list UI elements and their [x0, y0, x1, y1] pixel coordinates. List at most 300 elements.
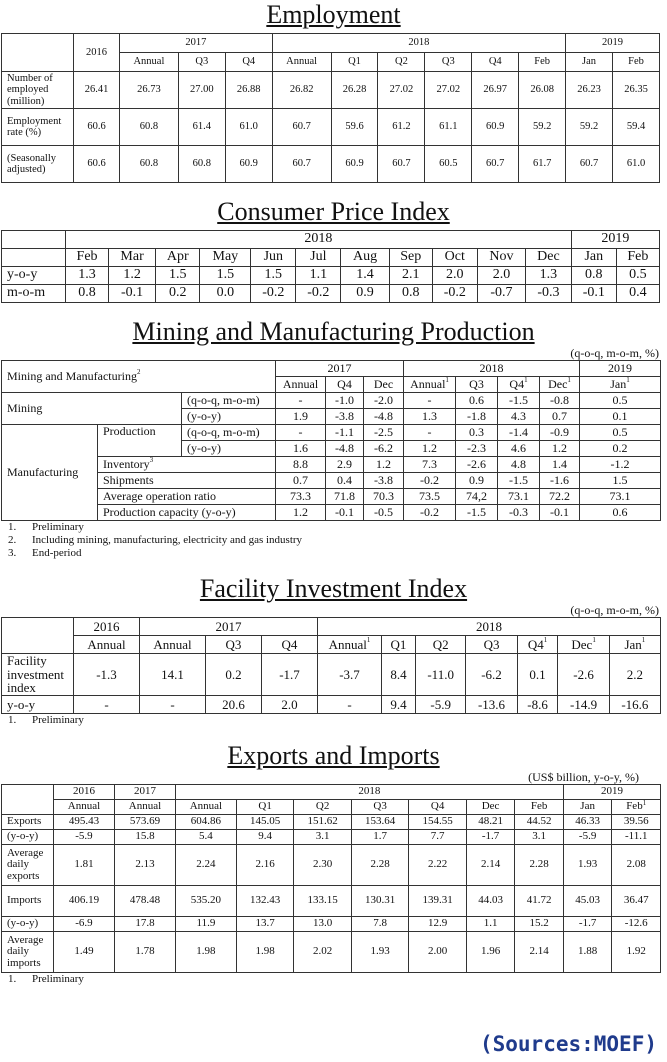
column-header: Annual — [114, 799, 175, 814]
cell: 1.7 — [351, 829, 408, 844]
table-row — [2, 489, 661, 505]
cell: -0.3 — [526, 285, 572, 303]
cell: 8.4 — [382, 654, 416, 696]
cell: 1.49 — [54, 931, 115, 972]
cell: -1.2 — [580, 457, 661, 473]
year-header: 2018 — [272, 34, 565, 53]
cell: 1.2 — [364, 457, 404, 473]
cell: 60.7 — [272, 146, 331, 183]
mm-title: Mining and Manufacturing Production — [132, 317, 535, 346]
cell: -1.5 — [498, 473, 540, 489]
corner-cell — [2, 231, 66, 249]
cell: 60.9 — [472, 109, 519, 146]
row-label: Average daily exports — [2, 844, 54, 885]
column-header: Q2 — [294, 799, 351, 814]
cell: 44.03 — [466, 885, 515, 916]
cell: 26.23 — [566, 72, 613, 109]
year-header: 2016 — [74, 34, 120, 72]
cell: 1.81 — [54, 844, 115, 885]
column-header: Annual — [74, 636, 140, 654]
cell: 60.8 — [178, 146, 225, 183]
footnote: 3. End-period — [8, 547, 82, 559]
cell: 0.5 — [616, 267, 659, 285]
cell: 478.48 — [114, 885, 175, 916]
cell: 2.30 — [294, 844, 351, 885]
cell: 1.96 — [466, 931, 515, 972]
cell: 71.8 — [326, 489, 364, 505]
cell: -0.2 — [432, 285, 477, 303]
employment-table — [1, 33, 660, 183]
row-label: Facility investment index — [2, 654, 74, 696]
column-header: Annual — [272, 53, 331, 72]
cell: 0.6 — [456, 393, 498, 409]
cell: 17.8 — [114, 916, 175, 931]
cell: 13.0 — [294, 916, 351, 931]
cell: 60.6 — [74, 146, 120, 183]
cell: 60.7 — [378, 146, 425, 183]
cell: -5.9 — [54, 829, 115, 844]
cell: -0.3 — [498, 505, 540, 521]
cell: -0.1 — [326, 505, 364, 521]
cell: 1.92 — [612, 931, 661, 972]
year-header: 2018 — [66, 231, 572, 249]
footnote: 1. Preliminary — [8, 713, 84, 726]
column-header: Annual — [175, 799, 236, 814]
cell: 0.7 — [540, 409, 580, 425]
cell: -16.6 — [609, 695, 660, 713]
cell: 2.9 — [326, 457, 364, 473]
cell: -14.9 — [558, 695, 609, 713]
cell: -3.7 — [318, 654, 382, 696]
table-row — [2, 72, 660, 109]
cpi-title: Consumer Price Index — [217, 197, 450, 226]
cell: 73.5 — [404, 489, 456, 505]
cell: -0.5 — [364, 505, 404, 521]
column-header: Q4 — [262, 636, 318, 654]
cell: 26.82 — [272, 72, 331, 109]
cell: 15.2 — [515, 916, 564, 931]
unit-label: (q-o-q, m-o-m, %) — [570, 603, 659, 617]
cell: 604.86 — [175, 814, 236, 829]
cell: 61.4 — [178, 109, 225, 146]
cell: -1.5 — [456, 505, 498, 521]
cell: 0.2 — [580, 441, 661, 457]
column-header: Annual — [140, 636, 206, 654]
cell: 73.3 — [276, 489, 326, 505]
column-header: Q1 — [382, 636, 416, 654]
column-header: Feb — [515, 799, 564, 814]
table-row — [2, 505, 661, 521]
year-header: 2018 — [318, 618, 661, 636]
cell: 0.3 — [456, 425, 498, 441]
cell: 26.08 — [519, 72, 566, 109]
row-sublabel: (y-o-y) — [182, 441, 276, 457]
row-label: Shipments — [98, 473, 276, 489]
cell: 59.6 — [331, 109, 378, 146]
cell: 2.16 — [236, 844, 293, 885]
footnote: 1. Preliminary — [8, 972, 84, 985]
cell: 4.3 — [498, 409, 540, 425]
cell: 4.8 — [498, 457, 540, 473]
column-header: Nov — [477, 249, 525, 267]
cell: -2.6 — [456, 457, 498, 473]
cell: 7.7 — [409, 829, 466, 844]
cell: -13.6 — [466, 695, 517, 713]
column-header: Jan — [566, 53, 613, 72]
year-header: 2017 — [276, 361, 404, 377]
cell: -0.9 — [540, 425, 580, 441]
column-header: Annual — [120, 53, 179, 72]
year-header: 2019 — [580, 361, 661, 377]
cell: 0.0 — [200, 285, 251, 303]
cell: 61.1 — [425, 109, 472, 146]
cell: -3.8 — [364, 473, 404, 489]
cell: 1.4 — [341, 267, 389, 285]
cell: -12.6 — [612, 916, 661, 931]
footnotes — [0, 714, 667, 727]
row-label: (y-o-y) — [2, 829, 54, 844]
cell: 60.7 — [272, 109, 331, 146]
column-header: Annual — [276, 377, 326, 393]
cell: 1.4 — [540, 457, 580, 473]
column-header: Jan$^1$ — [580, 377, 661, 393]
cell: -3.8 — [326, 409, 364, 425]
cell: 0.8 — [571, 267, 616, 285]
cell: 0.1 — [517, 654, 558, 696]
cell: 2.22 — [409, 844, 466, 885]
year-header: 2017 — [120, 34, 273, 53]
cell: 9.4 — [382, 695, 416, 713]
cell: 0.8 — [66, 285, 109, 303]
cell: 7.8 — [351, 916, 408, 931]
table-row — [2, 109, 660, 146]
cell: 2.00 — [409, 931, 466, 972]
cell: 59.2 — [519, 109, 566, 146]
cell: -0.1 — [540, 505, 580, 521]
row-sublabel: (q-o-q, m-o-m) — [182, 425, 276, 441]
cell: 2.28 — [351, 844, 408, 885]
column-header: Jan$^1$ — [609, 636, 660, 654]
cell: 15.8 — [114, 829, 175, 844]
corner-cell — [2, 34, 74, 72]
cell: -2.6 — [558, 654, 609, 696]
unit-label: (q-o-q, m-o-m, %) — [570, 346, 659, 360]
table-row — [2, 654, 661, 696]
cell: 2.0 — [262, 695, 318, 713]
cell: 1.1 — [296, 267, 341, 285]
table-row — [2, 267, 660, 285]
row-sublabel: (q-o-q, m-o-m) — [182, 393, 276, 409]
cell: 73.1 — [498, 489, 540, 505]
footnote: 2. Including mining, manufacturing, electricity and gas industry — [8, 534, 303, 546]
table-row — [2, 285, 660, 303]
table-row — [2, 829, 661, 844]
cell: - — [276, 393, 326, 409]
cell: 44.52 — [515, 814, 564, 829]
cell: 0.7 — [276, 473, 326, 489]
cell: 1.3 — [526, 267, 572, 285]
year-header: 2018 — [175, 784, 563, 799]
column-header: Q3 — [178, 53, 225, 72]
cell: 27.02 — [378, 72, 425, 109]
cell: 48.21 — [466, 814, 515, 829]
cell: 145.05 — [236, 814, 293, 829]
cell: -1.0 — [326, 393, 364, 409]
row-label: (y-o-y) — [2, 916, 54, 931]
cell: 132.43 — [236, 885, 293, 916]
cell: 154.55 — [409, 814, 466, 829]
cell: 7.3 — [404, 457, 456, 473]
table-row — [2, 473, 661, 489]
row-label: Inventory$^3$ — [98, 457, 276, 473]
cell: 153.64 — [351, 814, 408, 829]
year-header: 2016 — [54, 784, 115, 799]
cell: 1.88 — [563, 931, 612, 972]
cell: 2.08 — [612, 844, 661, 885]
cell: 13.7 — [236, 916, 293, 931]
column-header: $Q4^1$ — [517, 636, 558, 654]
year-header: 2019 — [563, 784, 660, 799]
cell: 60.5 — [425, 146, 472, 183]
cell: 1.5 — [251, 267, 296, 285]
column-header: Q4 — [472, 53, 519, 72]
year-header: 2016 — [74, 618, 140, 636]
cell: -5.9 — [563, 829, 612, 844]
row-label: Manufacturing — [2, 425, 98, 521]
row-label: Mining — [2, 393, 182, 425]
row-label: y-o-y — [2, 695, 74, 713]
cell: 2.2 — [609, 654, 660, 696]
table-row — [2, 146, 660, 183]
column-header: Q3 — [456, 377, 498, 393]
column-header: $Q4^1$ — [498, 377, 540, 393]
cell: 0.4 — [326, 473, 364, 489]
year-header: 2019 — [571, 231, 659, 249]
cell: -1.6 — [540, 473, 580, 489]
column-header: Jun — [251, 249, 296, 267]
column-header: Dec$^1$ — [558, 636, 609, 654]
cell: -0.1 — [109, 285, 156, 303]
column-header: Jan — [571, 249, 616, 267]
column-header: Feb$^1$ — [612, 799, 661, 814]
cell: 1.9 — [276, 409, 326, 425]
cell: -2.3 — [456, 441, 498, 457]
corner-cell — [2, 249, 66, 267]
row-label: Production capacity (y-o-y) — [98, 505, 276, 521]
row-sublabel: (y-o-y) — [182, 409, 276, 425]
cell: -2.0 — [364, 393, 404, 409]
cell: - — [404, 425, 456, 441]
column-header: Aug — [341, 249, 389, 267]
cell: - — [318, 695, 382, 713]
cell: 495.43 — [54, 814, 115, 829]
cell: 1.93 — [563, 844, 612, 885]
cell: - — [140, 695, 206, 713]
cell: 1.6 — [276, 441, 326, 457]
fii-table — [1, 617, 661, 714]
cell: 5.4 — [175, 829, 236, 844]
column-header: Mar — [109, 249, 156, 267]
cell: 59.2 — [566, 109, 613, 146]
cell: 26.97 — [472, 72, 519, 109]
cell: 61.7 — [519, 146, 566, 183]
column-header: Q1 — [331, 53, 378, 72]
column-header: Dec — [466, 799, 515, 814]
cell: -6.9 — [54, 916, 115, 931]
cell: 1.98 — [236, 931, 293, 972]
column-header: May — [200, 249, 251, 267]
column-header: Annual$^1$ — [404, 377, 456, 393]
unit-label: (US$ billion, y-o-y, %) — [528, 769, 639, 784]
cell: -0.7 — [477, 285, 525, 303]
cell: 1.98 — [175, 931, 236, 972]
cell: 406.19 — [54, 885, 115, 916]
table-row — [2, 814, 661, 829]
cell: 61.0 — [225, 109, 272, 146]
row-label: (Seasonally adjusted) — [2, 146, 74, 183]
cell: 46.33 — [563, 814, 612, 829]
cell: 27.02 — [425, 72, 472, 109]
cell: 11.9 — [175, 916, 236, 931]
cell: 3.1 — [294, 829, 351, 844]
cell: 60.8 — [120, 146, 179, 183]
column-header: Oct — [432, 249, 477, 267]
cell: 36.47 — [612, 885, 661, 916]
cell: 73.1 — [580, 489, 661, 505]
employment-title: Employment — [266, 0, 401, 29]
cell: 45.03 — [563, 885, 612, 916]
column-header: Q4 — [225, 53, 272, 72]
column-header: Q2 — [378, 53, 425, 72]
cell: 0.9 — [341, 285, 389, 303]
fii-title: Facility Investment Index — [199, 574, 468, 603]
cell: 2.02 — [294, 931, 351, 972]
year-header: 2019 — [566, 34, 660, 53]
column-header: Dec$^1$ — [540, 377, 580, 393]
column-header: Q3 — [425, 53, 472, 72]
cell: - — [74, 695, 140, 713]
cell: -1.1 — [326, 425, 364, 441]
cell: 151.62 — [294, 814, 351, 829]
cell: -0.2 — [404, 505, 456, 521]
cell: 0.9 — [456, 473, 498, 489]
cell: 0.4 — [616, 285, 659, 303]
cell: -1.7 — [466, 829, 515, 844]
row-label: Imports — [2, 885, 54, 916]
cell: 130.31 — [351, 885, 408, 916]
exp-table — [1, 784, 661, 973]
cell: 2.14 — [466, 844, 515, 885]
cell: 535.20 — [175, 885, 236, 916]
cell: -1.7 — [563, 916, 612, 931]
column-header: Apr — [156, 249, 200, 267]
table-row — [2, 844, 661, 885]
row-label: Exports — [2, 814, 54, 829]
cell: 0.1 — [580, 409, 661, 425]
cell: 60.9 — [225, 146, 272, 183]
cell: 3.1 — [515, 829, 564, 844]
cell: 1.5 — [156, 267, 200, 285]
cell: 26.88 — [225, 72, 272, 109]
row-label: Average daily imports — [2, 931, 54, 972]
column-header: Jan — [563, 799, 612, 814]
cell: -4.8 — [326, 441, 364, 457]
footnotes — [0, 973, 667, 986]
column-header: Dec — [364, 377, 404, 393]
cell: -1.5 — [498, 393, 540, 409]
cell: 2.13 — [114, 844, 175, 885]
cell: -0.2 — [404, 473, 456, 489]
cell: 1.2 — [540, 441, 580, 457]
cell: -1.4 — [498, 425, 540, 441]
cell: -1.8 — [456, 409, 498, 425]
column-header: Feb — [616, 249, 659, 267]
cell: -0.2 — [251, 285, 296, 303]
row-label: Number of employed (million) — [2, 72, 74, 109]
cell: -4.8 — [364, 409, 404, 425]
column-header: Q1 — [236, 799, 293, 814]
source-credit: (Sources:MOEF) — [479, 1032, 657, 1056]
cell: 1.2 — [109, 267, 156, 285]
row-label: Employment rate (%) — [2, 109, 74, 146]
table-row — [2, 393, 661, 409]
column-header: Annual$^1$ — [318, 636, 382, 654]
cell: 1.3 — [404, 409, 456, 425]
column-header: Dec — [526, 249, 572, 267]
cell: 0.2 — [206, 654, 262, 696]
year-header: 2017 — [140, 618, 318, 636]
cell: 0.8 — [389, 285, 432, 303]
cell: -11.0 — [415, 654, 465, 696]
cell: 4.6 — [498, 441, 540, 457]
cell: 133.15 — [294, 885, 351, 916]
cell: 27.00 — [178, 72, 225, 109]
cell: 9.4 — [236, 829, 293, 844]
cell: 0.6 — [580, 505, 661, 521]
cell: 0.5 — [580, 425, 661, 441]
corner-cell: Mining and Manufacturing$^2$ — [2, 361, 276, 393]
cell: 1.5 — [580, 473, 661, 489]
cell: 60.9 — [331, 146, 378, 183]
cell: 1.2 — [404, 441, 456, 457]
column-header: Q4 — [326, 377, 364, 393]
row-label: Average operation ratio — [98, 489, 276, 505]
cell: -11.1 — [612, 829, 661, 844]
cell: 20.6 — [206, 695, 262, 713]
corner-cell — [2, 618, 74, 654]
mm-table — [1, 360, 661, 521]
cell: 41.72 — [515, 885, 564, 916]
column-header: Q3 — [206, 636, 262, 654]
cell: -1.7 — [262, 654, 318, 696]
cell: -6.2 — [466, 654, 517, 696]
row-label: y-o-y — [2, 267, 66, 285]
cell: - — [404, 393, 456, 409]
cell: -0.2 — [296, 285, 341, 303]
table-row — [2, 916, 661, 931]
cell: 2.24 — [175, 844, 236, 885]
cell: 2.0 — [477, 267, 525, 285]
cell: 59.4 — [613, 109, 660, 146]
cell: 14.1 — [140, 654, 206, 696]
cell: 60.8 — [120, 109, 179, 146]
cell: 60.7 — [566, 146, 613, 183]
cell: 61.0 — [613, 146, 660, 183]
cell: 61.2 — [378, 109, 425, 146]
cell: -8.6 — [517, 695, 558, 713]
footnotes — [0, 521, 667, 560]
cell: 1.1 — [466, 916, 515, 931]
